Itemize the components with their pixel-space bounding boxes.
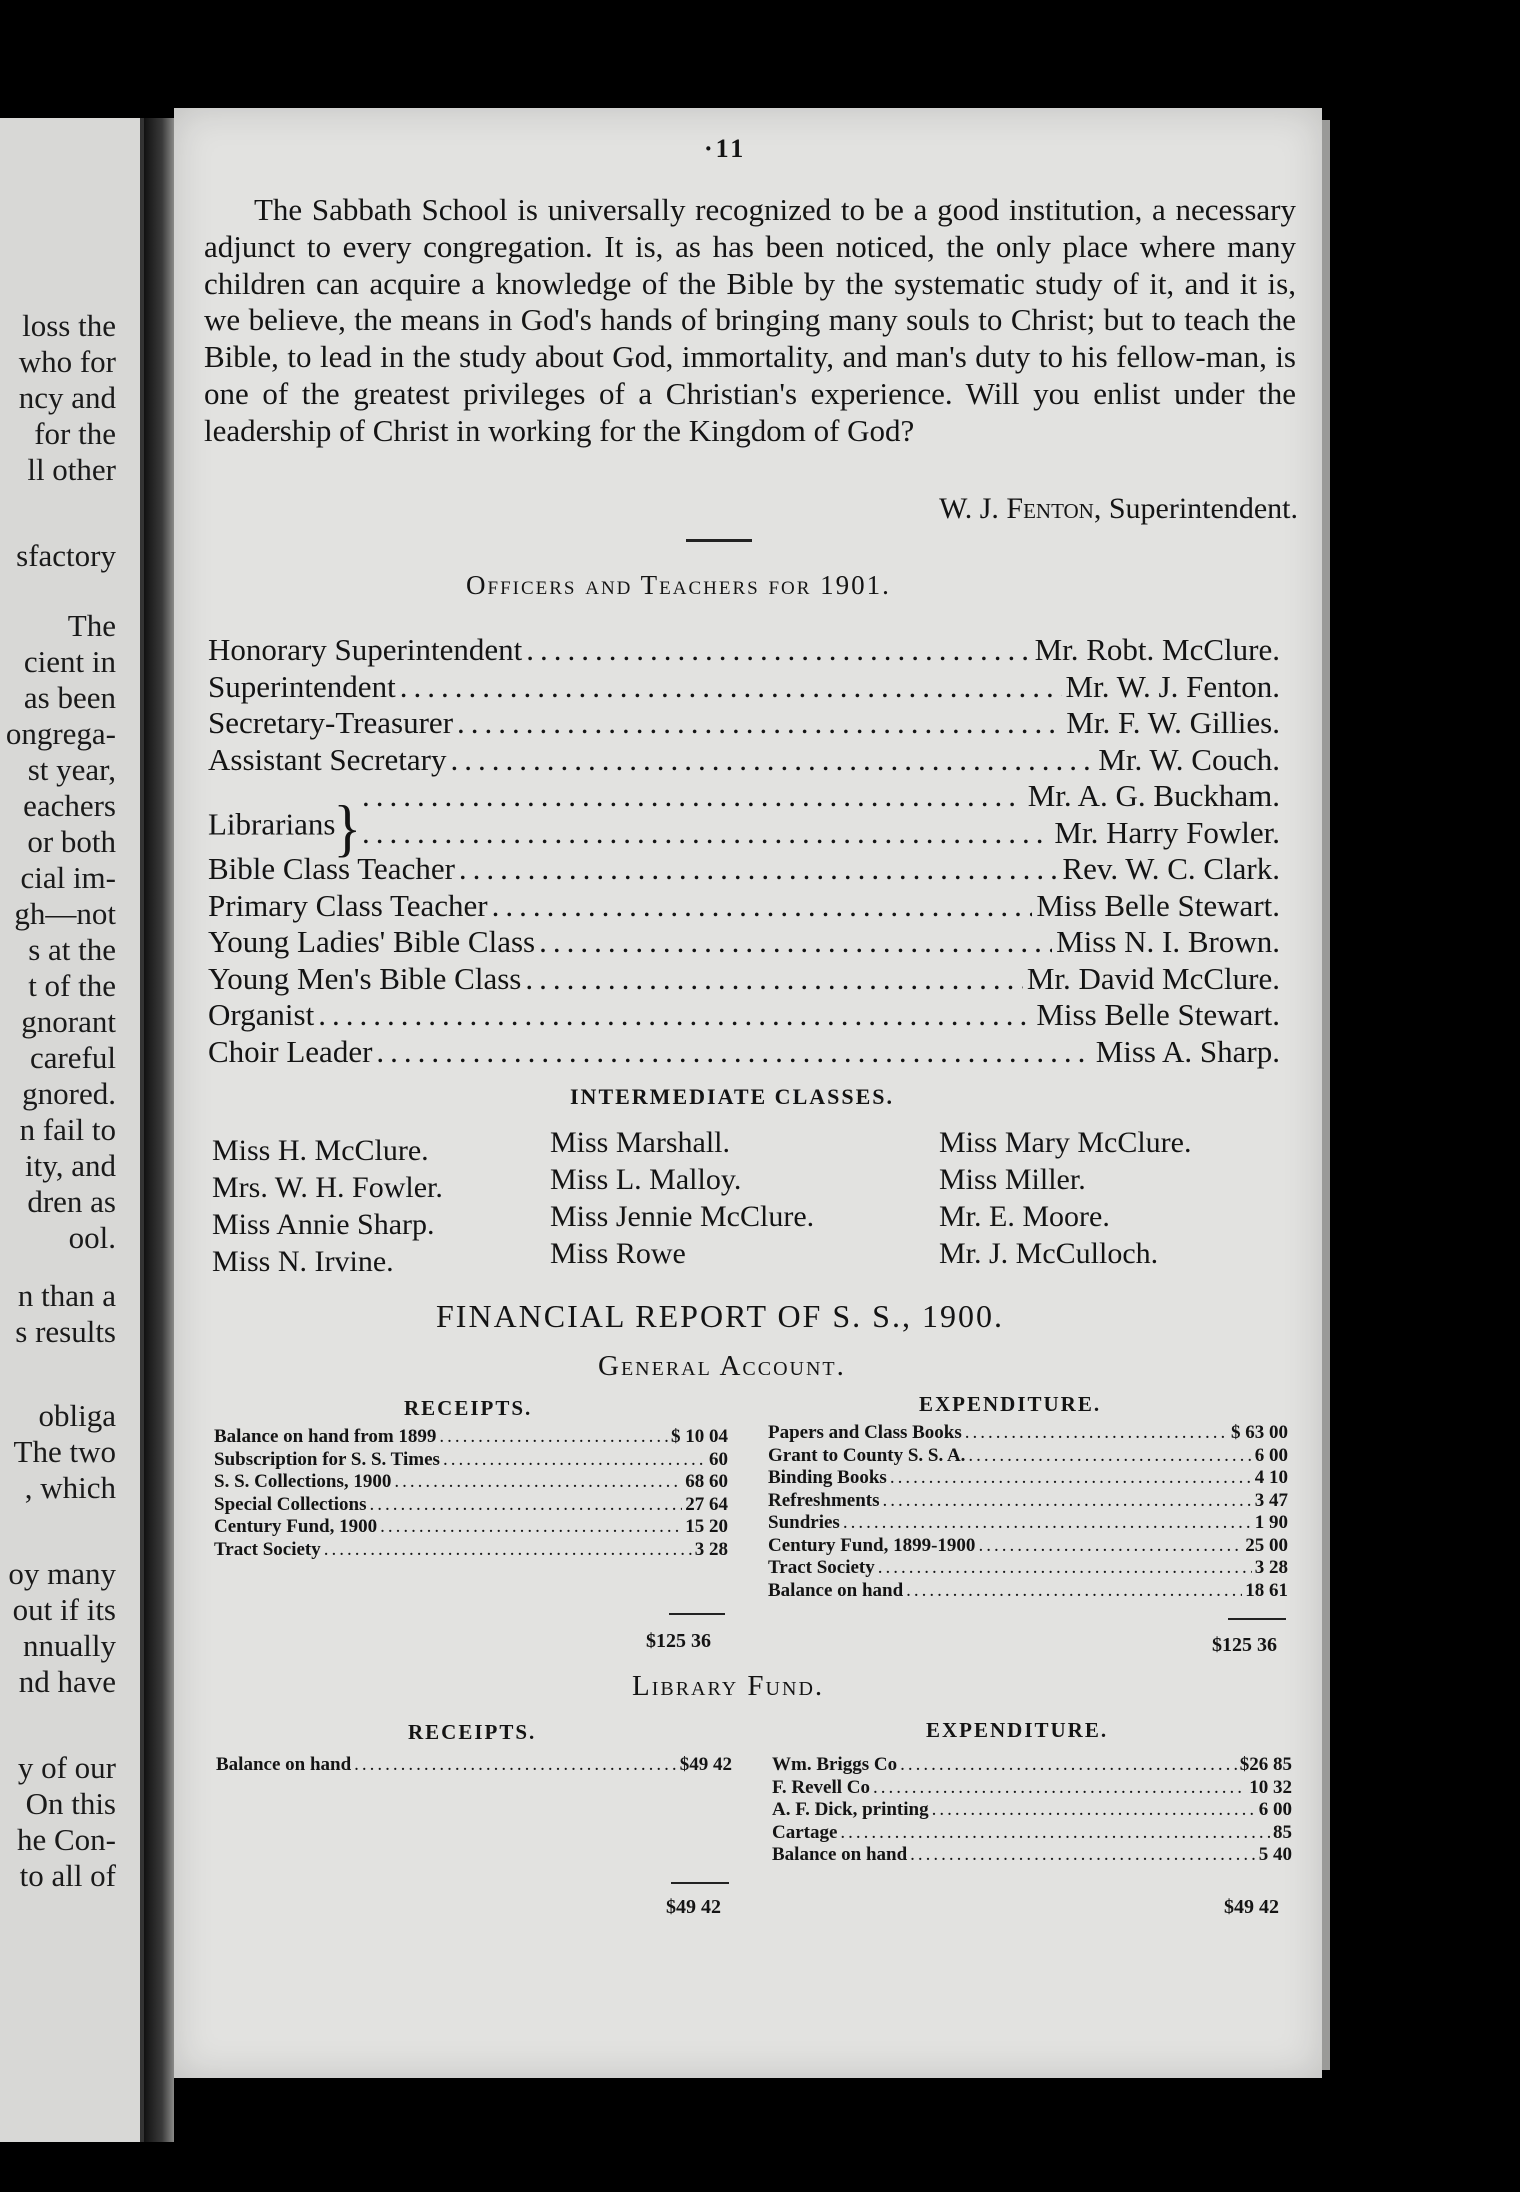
left-page-line: eachers [23,788,116,823]
general-account-heading: General Account. [598,1350,846,1382]
ledger-item: S. S. Collections, 1900 [214,1471,392,1492]
dot-leader [394,1471,682,1494]
left-page-line: who for [18,344,116,379]
ledger-item: Balance on hand [772,1844,908,1865]
left-page-line: for the [34,416,116,451]
ledger-item: Binding Books [768,1467,887,1488]
officer-name: Rev. W. C. Clark. [1062,851,1280,886]
officer-row [208,778,1280,814]
ledger-item: Cartage [772,1821,838,1843]
left-page-line: to all of [19,1858,116,1893]
expenditure-sum-rule [1228,1618,1286,1620]
financial-report-heading: FINANCIAL REPORT OF S. S., 1900. [436,1298,1004,1334]
ledger-amount: 1 90 [1254,1512,1288,1533]
officer-row [208,705,1280,741]
left-page-line: ool. [68,1220,116,1255]
document-page [174,108,1322,2078]
page-edge-shadow [1322,120,1330,2070]
ledger-amount: $ 63 00 [1231,1422,1288,1443]
ledger-item: Balance on hand [768,1579,904,1601]
ledger-row [214,1449,728,1472]
officer-role: Organist [208,997,315,1032]
ledger-amount: 3 28 [694,1538,728,1560]
officer-name: Miss N. I. Brown. [1056,924,1280,959]
ledger-amount: $ 10 04 [671,1426,728,1447]
ledger-row [768,1490,1288,1513]
dot-leader [380,1516,682,1539]
ledger-row [768,1512,1288,1535]
library-receipts-heading: RECEIPTS. [408,1720,537,1744]
ledger-item: Grant to County S. S. A. [768,1444,966,1466]
ledger-row [768,1580,1288,1603]
ledger-item: Sundries [768,1512,840,1533]
left-page-line: ongrega- [5,716,116,751]
officer-role: Young Men's Bible Class [208,960,522,996]
ledger-item: Papers and Class Books [768,1422,962,1443]
ledger-item: Century Fund, 1900 [214,1516,378,1537]
left-page-line: s at the [28,932,116,967]
ledger-amount: $26 85 [1239,1754,1292,1775]
ledger-amount: 85 [1273,1821,1292,1843]
class-teacher: Mr. J. McCulloch. [939,1237,1159,1270]
officer-name: Miss Belle Stewart. [1036,997,1280,1032]
class-teacher: Miss Rowe [550,1237,686,1270]
officer-name: Mr. Harry Fowler. [1054,814,1280,850]
left-page-line: gnorant [21,1004,116,1039]
dot-leader [459,851,1059,887]
class-teacher: Miss N. Irvine. [212,1245,394,1278]
officer-role: Primary Class Teacher [208,887,488,923]
left-page-line: cial im- [20,860,116,895]
left-page-line: out if its [12,1592,116,1627]
class-teacher: Miss Jennie McClure. [550,1200,815,1233]
dot-leader [873,1777,1246,1800]
left-page-line: st year, [27,752,116,787]
officer-row [208,888,1280,924]
ledger-amount: 5 40 [1258,1844,1292,1865]
library-receipts-total: $49 42 [666,1896,721,1918]
officer-role: Secretary-Treasurer [208,705,454,740]
general-receipts-heading: RECEIPTS. [404,1396,533,1420]
librarians-label: Librarians} [208,791,362,864]
officer-row [208,851,1280,887]
left-page-line: nnually [23,1628,116,1663]
dot-leader [878,1557,1252,1580]
ledger-amount: 15 20 [685,1516,728,1537]
ledger-row [768,1467,1288,1490]
dot-leader [906,1580,1242,1603]
dot-leader [324,1539,692,1562]
dot-leader [370,1494,683,1517]
dot-leader [965,1422,1228,1445]
dot-leader [492,888,1033,924]
left-page-fragment [0,118,144,2142]
dot-leader [883,1490,1252,1513]
left-page-line: On this [25,1786,116,1821]
left-page-line: or both [27,824,116,859]
general-expenditure-total: $125 36 [1212,1634,1277,1656]
ledger-row [772,1799,1292,1822]
dot-leader [362,815,1050,851]
ledger-row [772,1844,1292,1867]
officer-role: Bible Class Teacher [208,851,455,886]
library-expenditure-heading: EXPENDITURE. [926,1718,1109,1742]
ledger-item: Tract Society [768,1557,875,1578]
left-page-line: s results [15,1314,116,1349]
ledger-item: Balance on hand [216,1754,352,1775]
dot-leader [840,1822,1270,1845]
left-page-line: sfactory [16,538,116,573]
ledger-row [214,1471,728,1494]
officer-name: Miss Belle Stewart. [1036,887,1280,923]
ledger-amount: 68 60 [685,1471,728,1492]
book-gutter [144,118,174,2142]
class-teacher: Miss L. Malloy. [550,1163,742,1196]
library-receipts-table [216,1754,732,1777]
left-page-line: y of our [17,1750,116,1785]
dot-leader [910,1844,1256,1867]
ledger-amount: 6 00 [1258,1799,1292,1820]
officer-role: Honorary Superintendent [208,632,523,667]
dot-leader [376,1034,1091,1070]
library-fund-heading: Library Fund. [632,1670,825,1702]
dot-leader [439,1426,668,1449]
officer-row [208,815,1280,851]
general-receipts-total: $125 36 [646,1630,711,1652]
left-page-line: , which [24,1470,116,1505]
ledger-amount: 10 32 [1249,1776,1292,1798]
section-divider [686,539,752,542]
ledger-item: Subscription for S. S. Times [214,1448,440,1470]
officer-role: Choir Leader [208,1033,373,1069]
ledger-row [768,1535,1288,1558]
ledger-item: Tract Society [214,1538,321,1560]
ledger-amount: 27 64 [685,1493,728,1515]
dot-leader [968,1445,1251,1468]
ledger-item: Century Fund, 1899-1900 [768,1534,976,1556]
library-expenditure-table [772,1754,1292,1867]
signature: W. J. Fenton, Superintendent. [939,492,1298,525]
ledger-amount: 60 [709,1448,728,1470]
class-teacher: Miss Marshall. [550,1126,730,1159]
left-page-line: ll other [27,452,116,487]
officer-role: Superintendent [208,668,396,704]
officer-name: Mr. W. Couch. [1098,741,1280,777]
dot-leader [526,632,1030,668]
officer-role: Young Ladies' Bible Class [208,924,536,959]
ledger-row [768,1422,1288,1445]
left-page-line: gnored. [22,1076,116,1111]
left-page-line: ncy and [18,380,116,415]
left-page-line: nd have [18,1664,116,1699]
left-page-line: The [67,608,116,643]
officer-role: Assistant Secretary [208,741,447,777]
officer-name: Miss A. Sharp. [1095,1033,1280,1069]
dot-leader [843,1512,1252,1535]
left-page-line: n fail to [19,1112,116,1147]
left-page-line: careful [29,1040,116,1075]
left-page-line: oy many [8,1556,116,1591]
ledger-row [214,1494,728,1517]
left-page-line: as been [23,680,116,715]
left-page-line: obliga [38,1398,116,1433]
class-teacher: Miss Mary McClure. [939,1126,1192,1159]
class-teacher: Mrs. W. H. Fowler. [212,1171,443,1204]
officer-row [208,1034,1280,1070]
officer-row [208,997,1280,1033]
ledger-row [772,1822,1292,1845]
library-expenditure-total: $49 42 [1224,1896,1279,1918]
officer-name: Mr. F. W. Gillies. [1066,705,1280,740]
dot-leader [318,997,1032,1033]
page-number: ·11 [704,134,747,163]
ledger-amount: 3 28 [1254,1557,1288,1578]
left-page-line: gh—not [14,896,116,931]
intermediate-column-1 [212,1132,443,1280]
left-page-line: The two [13,1434,116,1469]
dot-leader [457,705,1062,741]
ledger-row [216,1754,732,1777]
dot-leader [362,778,1024,814]
left-page-line: he Con- [16,1822,116,1857]
officer-row [208,924,1280,960]
ledger-item: A. F. Dick, printing [772,1799,929,1820]
dot-leader [450,742,1094,778]
class-teacher: Mr. E. Moore. [939,1200,1110,1233]
general-expenditure-table [768,1422,1288,1602]
general-receipts-table [214,1426,728,1561]
ledger-row [214,1539,728,1562]
officer-name: Mr. A. G. Buckham. [1027,778,1280,813]
ledger-row [772,1777,1292,1800]
ledger-amount: 25 00 [1245,1534,1288,1556]
ledger-item: Refreshments [768,1489,880,1511]
receipts-sum-rule [669,1613,725,1615]
dot-leader [525,961,1023,997]
dot-leader [978,1535,1242,1558]
officer-row [208,669,1280,705]
class-teacher: Miss H. McClure. [212,1134,429,1167]
class-teacher: Miss Miller. [939,1163,1086,1196]
ledger-row [214,1426,728,1449]
dot-leader [900,1754,1237,1777]
officer-row [208,632,1280,668]
ledger-item: Special Collections [214,1493,367,1515]
ledger-item: Wm. Briggs Co [772,1754,898,1775]
officer-row [208,961,1280,997]
ledger-amount: 6 00 [1254,1444,1288,1466]
dot-leader [890,1467,1252,1490]
ledger-item: Balance on hand from 1899 [214,1426,437,1447]
left-page-line: cient in [23,644,116,679]
intro-paragraph: The Sabbath School is universally recognized to be a good institution, a necessary adjunct to every congregation. It is, as has been noticed, the only place where many children can acquire a knowledge of the Bible by the systematic study of it, and it is, we believe, the means in God's hands of bringing many souls to Christ; but to teach the Bible, to lead in the study about God, immortality, and man's duty to his fellow-man, is one of the greatest privileges of a Christian's experience. Will you enlist under the leadership of Christ in working for the Kingdom of God? [204,192,1296,448]
ledger-row [214,1516,728,1539]
ledger-row [772,1754,1292,1777]
dot-leader [443,1449,706,1472]
officer-name: Mr. W. J. Fenton. [1065,668,1280,704]
officer-name: Mr. David McClure. [1026,960,1280,996]
intermediate-heading: INTERMEDIATE CLASSES. [570,1084,895,1109]
left-page-line: ity, and [25,1148,116,1183]
left-page-line: n than a [17,1278,116,1313]
ledger-amount: 18 61 [1245,1579,1288,1601]
left-page-line: t of the [28,968,116,1003]
officer-row [208,742,1280,778]
class-teacher: Miss Annie Sharp. [212,1208,435,1241]
officer-name: Mr. Robt. McClure. [1034,632,1280,667]
dot-leader [932,1799,1256,1822]
intermediate-column-3 [939,1124,1191,1272]
ledger-row [768,1445,1288,1468]
left-page-line: loss the [22,308,116,343]
ledger-amount: 4 10 [1254,1467,1288,1488]
left-page-line: dren as [27,1184,116,1219]
officers-heading: Officers and Teachers for 1901. [466,570,891,600]
general-expenditure-heading: EXPENDITURE. [919,1392,1102,1416]
dot-leader [539,924,1052,960]
library-receipts-sum-rule [671,1882,729,1884]
ledger-amount: $49 42 [679,1754,732,1775]
ledger-item: F. Revell Co [772,1776,870,1798]
dot-leader [354,1754,677,1777]
intermediate-column-2 [550,1124,814,1272]
ledger-amount: 3 47 [1254,1489,1288,1511]
ledger-row [768,1557,1288,1580]
dot-leader [400,669,1062,705]
